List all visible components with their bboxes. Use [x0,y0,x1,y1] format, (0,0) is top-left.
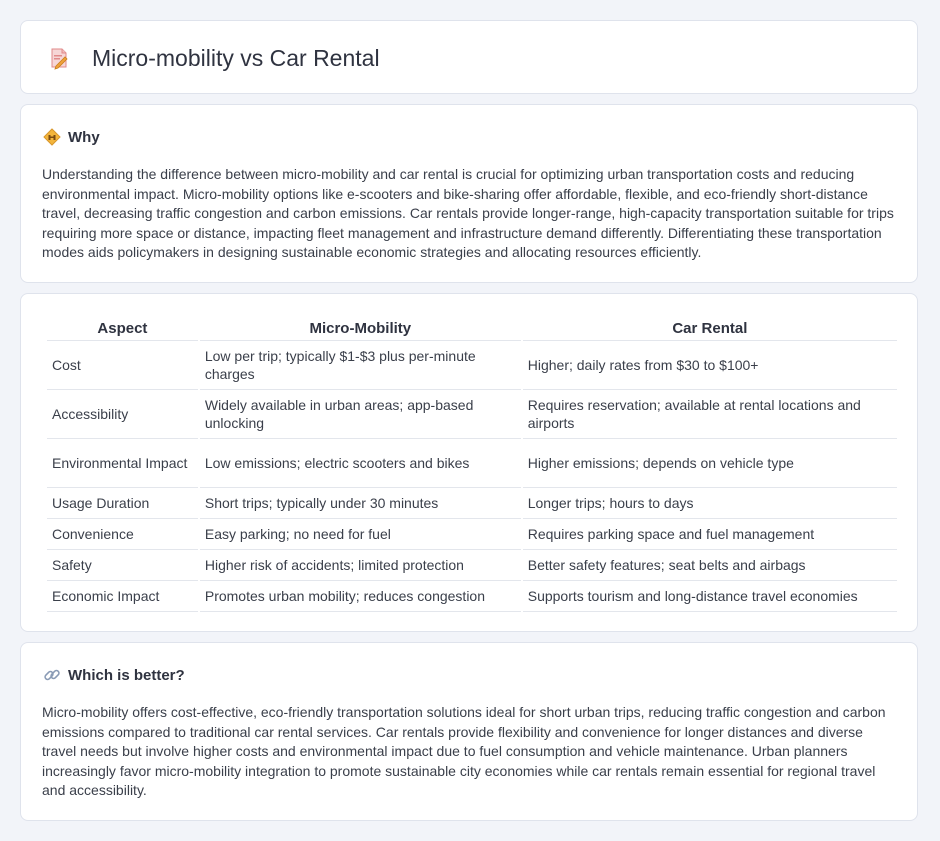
row-aspect: Safety [47,550,198,581]
table-row [47,341,897,390]
row-micro: Low emissions; electric scooters and bikes [200,439,521,488]
title-card [20,20,918,94]
diamond-sign-icon [43,128,61,146]
link-icon [43,666,61,684]
table-row [47,581,897,612]
header-micro-mobility: Micro-Mobility [200,316,521,341]
row-micro: Widely available in urban areas; app-based unlocking [200,390,521,439]
row-aspect: Usage Duration [47,488,198,519]
page-title: Micro-mobility vs Car Rental [92,45,380,71]
row-aspect: Environmental Impact [47,439,198,488]
document-pencil-icon [47,46,71,70]
table-header-row [47,316,897,341]
better-text: Micro-mobility offers cost-effective, eco-friendly transportation solutions ideal for short urban trips, reducing traffic congestion and carbon emissions compared to traditional car rental services. Car rentals provide flexibility and convenience for longer distances and diverse travel needs but involve higher costs and environmental impact due to fuel consumption and vehicle maintenance. Urban planners increasingly favor micro-mobility integration to promote sustainable city economies while car rentals remain essential for regional travel and accessibility. [42,704,886,798]
table-row [47,439,897,488]
row-car: Supports tourism and long-distance travel economies [523,581,897,612]
row-car: Higher; daily rates from $30 to $100+ [523,341,897,390]
table-row [47,550,897,581]
row-car: Requires parking space and fuel management [523,519,897,550]
row-aspect: Accessibility [47,390,198,439]
row-car: Higher emissions; depends on vehicle type [523,439,897,488]
row-aspect: Convenience [47,519,198,550]
header-car-rental: Car Rental [523,316,897,341]
which-is-better-section [20,642,918,821]
row-micro: Short trips; typically under 30 minutes [200,488,521,519]
row-micro: Higher risk of accidents; limited protection [200,550,521,581]
row-aspect: Cost [47,341,198,390]
row-car: Better safety features; seat belts and airbags [523,550,897,581]
table-row [47,390,897,439]
row-micro: Promotes urban mobility; reduces congestion [200,581,521,612]
row-car: Longer trips; hours to days [523,488,897,519]
table-row [47,519,897,550]
better-heading-label: Which is better? [68,666,185,684]
table-row [47,488,897,519]
why-heading [43,127,100,147]
row-micro: Easy parking; no need for fuel [200,519,521,550]
why-section [20,104,918,283]
better-heading [43,665,185,685]
comparison-section [20,293,918,632]
comparison-table [45,316,899,612]
header-aspect: Aspect [47,316,198,341]
why-text: Understanding the difference between micro-mobility and car rental is crucial for optimizing urban transportation costs and reducing environmental impact. Micro-mobility options like e-scooters and bike-sharing offer affordable, flexible, and eco-friendly short-distance travel, decreasing traffic congestion and carbon emissions. Car rentals provide longer-range, high-capacity transportation suitable for trips requiring more space or distance, impacting fleet management and infrastructure demand differently. Differentiating these transportation modes aids policymakers in designing sustainable economic strategies and allocating resources efficiently. [42,166,894,260]
why-heading-label: Why [68,128,100,146]
row-car: Requires reservation; available at rental locations and airports [523,390,897,439]
row-micro: Low per trip; typically $1-$3 plus per-minute charges [200,341,521,390]
row-aspect: Economic Impact [47,581,198,612]
